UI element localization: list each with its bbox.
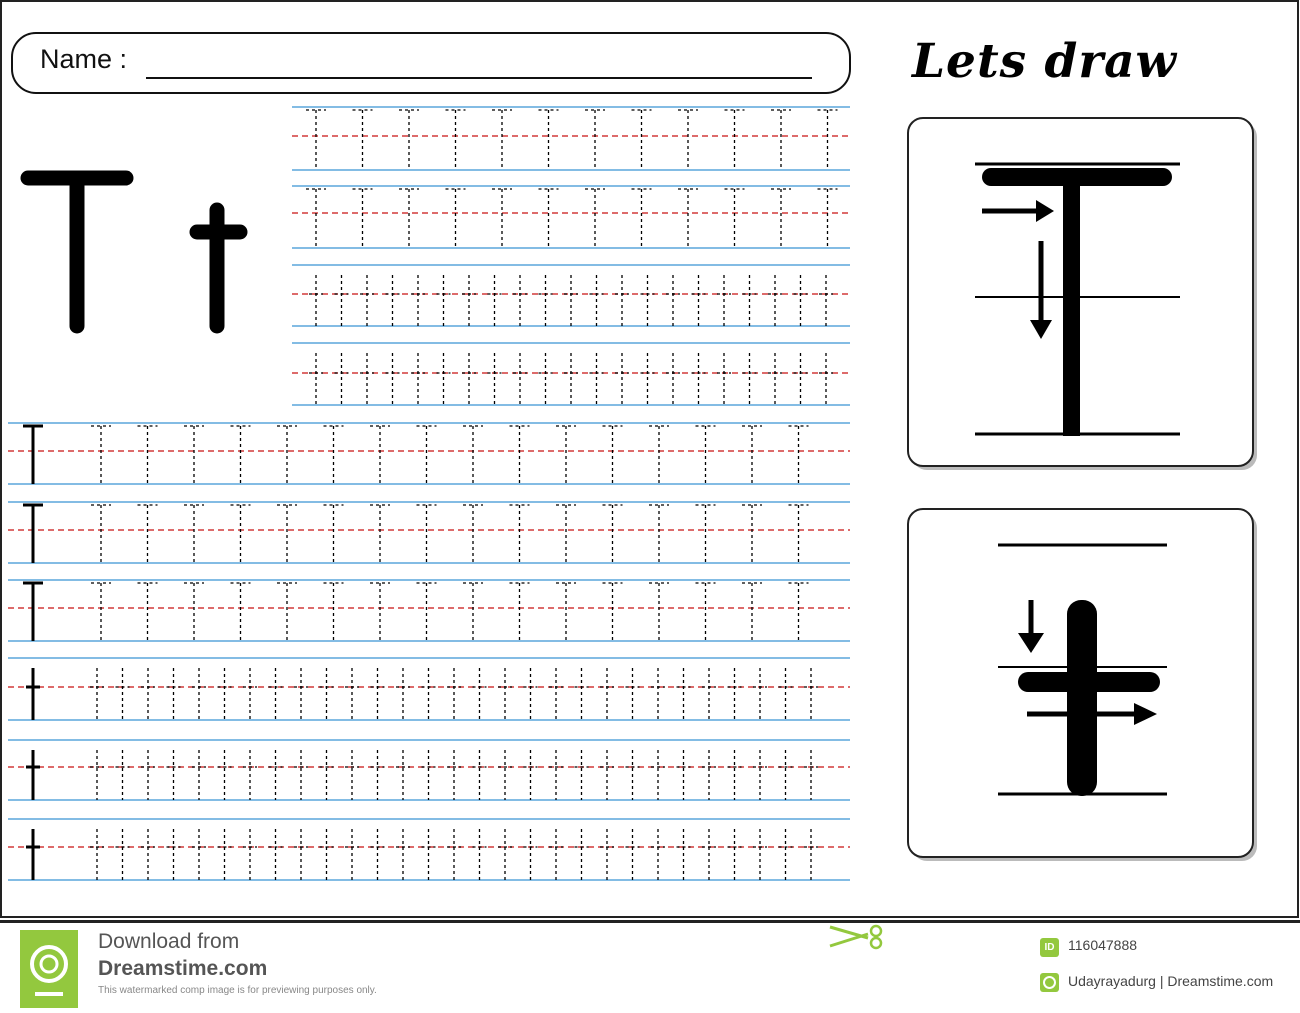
trace-glyph-lower-t bbox=[600, 668, 614, 720]
trace-glyph-lower-t bbox=[192, 829, 206, 880]
trace-glyph-lower-t bbox=[677, 668, 691, 720]
trace-glyph-upper-t bbox=[696, 426, 716, 484]
trace-glyph-lower-t bbox=[549, 668, 563, 720]
trace-glyph-upper-t bbox=[231, 583, 251, 641]
trace-glyph-upper-t bbox=[91, 583, 111, 641]
trace-glyph-upper-t bbox=[370, 583, 390, 641]
trace-glyph-lower-t bbox=[218, 829, 232, 880]
trace-glyph-lower-t bbox=[422, 829, 436, 880]
name-label: Name : bbox=[40, 44, 128, 74]
trace-glyph-upper-t bbox=[818, 189, 838, 248]
trace-glyph-lower-t bbox=[626, 829, 640, 880]
trace-glyph-lower-t bbox=[371, 829, 385, 880]
trace-glyph-lower-t bbox=[167, 750, 181, 800]
trace-glyph-lower-t bbox=[804, 829, 818, 880]
download-from-text: Download from bbox=[98, 930, 240, 953]
trace-glyph-lower-t bbox=[590, 275, 604, 326]
trace-glyph-lower-t bbox=[651, 750, 665, 800]
trace-glyph-lower-t bbox=[702, 668, 716, 720]
trace-glyph-lower-t bbox=[447, 668, 461, 720]
trace-glyph-upper-t bbox=[771, 110, 791, 170]
footer-divider bbox=[0, 920, 1300, 923]
trace-glyph-upper-t bbox=[632, 110, 652, 170]
trace-glyph-lower-t bbox=[488, 353, 502, 405]
trace-glyph-lower-t bbox=[666, 353, 680, 405]
trace-glyph-lower-t bbox=[371, 668, 385, 720]
trace-glyph-lower-t bbox=[626, 668, 640, 720]
trace-glyph-upper-t bbox=[370, 505, 390, 563]
trace-glyph-upper-t bbox=[696, 505, 716, 563]
trace-glyph-upper-t bbox=[556, 505, 576, 563]
trace-glyph-lower-t bbox=[794, 275, 808, 326]
trace-glyph-upper-t bbox=[446, 189, 466, 248]
trace-glyph-lower-t bbox=[692, 353, 706, 405]
trace-glyph-upper-t bbox=[353, 189, 373, 248]
trace-glyph-upper-t bbox=[492, 189, 512, 248]
stroke-order-box-upper bbox=[908, 118, 1257, 470]
trace-glyph-upper-t bbox=[510, 426, 530, 484]
trace-glyph-lower-t bbox=[779, 829, 793, 880]
trace-glyph-lower-t bbox=[692, 275, 706, 326]
trace-glyph-lower-t bbox=[269, 750, 283, 800]
trace-glyph-lower-t bbox=[549, 750, 563, 800]
trace-glyph-upper-t bbox=[399, 189, 419, 248]
trace-glyph-lower-t bbox=[167, 668, 181, 720]
trace-glyph-lower-t bbox=[335, 353, 349, 405]
trace-glyph-lower-t bbox=[90, 829, 104, 880]
trace-glyph-lower-t bbox=[396, 750, 410, 800]
trace-glyph-upper-t bbox=[184, 426, 204, 484]
model-glyph-upper-t bbox=[23, 426, 43, 484]
trace-glyph-upper-t bbox=[585, 189, 605, 248]
trace-glyph-upper-t bbox=[603, 583, 623, 641]
trace-glyph-lower-t bbox=[90, 668, 104, 720]
image-id: 116047888 bbox=[1068, 937, 1138, 953]
trace-glyph-lower-t bbox=[498, 829, 512, 880]
trace-glyph-lower-t bbox=[615, 275, 629, 326]
trace-glyph-lower-t bbox=[728, 750, 742, 800]
trace-glyph-lower-t bbox=[269, 668, 283, 720]
trace-glyph-lower-t bbox=[743, 353, 757, 405]
trace-glyph-lower-t bbox=[524, 829, 538, 880]
model-glyph-upper-t bbox=[23, 583, 43, 641]
trace-glyph-lower-t bbox=[90, 750, 104, 800]
trace-glyph-lower-t bbox=[462, 275, 476, 326]
trace-glyph-upper-t bbox=[789, 583, 809, 641]
trace-glyph-lower-t bbox=[360, 353, 374, 405]
trace-glyph-lower-t bbox=[141, 668, 155, 720]
trace-glyph-lower-t bbox=[768, 353, 782, 405]
trace-glyph-lower-t bbox=[819, 275, 833, 326]
trace-glyph-upper-t bbox=[353, 110, 373, 170]
trace-glyph-lower-t bbox=[539, 275, 553, 326]
trace-glyph-lower-t bbox=[524, 668, 538, 720]
trace-glyph-lower-t bbox=[575, 668, 589, 720]
copyright-icon bbox=[1040, 973, 1059, 992]
trace-glyph-upper-t bbox=[789, 426, 809, 484]
trace-glyph-lower-t bbox=[539, 353, 553, 405]
trace-glyph-lower-t bbox=[717, 353, 731, 405]
trace-glyph-upper-t bbox=[603, 505, 623, 563]
trace-glyph-lower-t bbox=[600, 829, 614, 880]
trace-glyph-lower-t bbox=[309, 353, 323, 405]
trace-glyph-lower-t bbox=[294, 750, 308, 800]
trace-glyph-upper-t bbox=[696, 583, 716, 641]
trace-glyph-lower-t bbox=[677, 829, 691, 880]
trace-glyph-lower-t bbox=[641, 275, 655, 326]
trace-glyph-lower-t bbox=[549, 829, 563, 880]
trace-glyph-lower-t bbox=[218, 750, 232, 800]
trace-glyph-upper-t bbox=[277, 426, 297, 484]
trace-glyph-lower-t bbox=[141, 750, 155, 800]
trace-glyph-lower-t bbox=[371, 750, 385, 800]
trace-glyph-lower-t bbox=[651, 829, 665, 880]
trace-glyph-upper-t bbox=[138, 505, 158, 563]
trace-glyph-upper-t bbox=[771, 189, 791, 248]
trace-glyph-lower-t bbox=[524, 750, 538, 800]
trace-glyph-lower-t bbox=[294, 829, 308, 880]
trace-glyph-lower-t bbox=[753, 829, 767, 880]
trace-glyph-lower-t bbox=[243, 668, 257, 720]
trace-glyph-lower-t bbox=[779, 668, 793, 720]
trace-glyph-upper-t bbox=[742, 505, 762, 563]
trace-glyph-upper-t bbox=[184, 505, 204, 563]
trace-glyph-upper-t bbox=[370, 426, 390, 484]
trace-glyph-upper-t bbox=[649, 426, 669, 484]
trace-glyph-lower-t bbox=[116, 750, 130, 800]
trace-glyph-upper-t bbox=[231, 505, 251, 563]
trace-glyph-upper-t bbox=[184, 583, 204, 641]
trace-glyph-lower-t bbox=[498, 750, 512, 800]
trace-glyph-upper-t bbox=[789, 505, 809, 563]
trace-glyph-lower-t bbox=[575, 829, 589, 880]
trace-glyph-lower-t bbox=[437, 353, 451, 405]
trace-glyph-lower-t bbox=[728, 668, 742, 720]
trace-glyph-upper-t bbox=[324, 505, 344, 563]
trace-glyph-lower-t bbox=[345, 829, 359, 880]
trace-glyph-upper-t bbox=[492, 110, 512, 170]
trace-glyph-lower-t bbox=[141, 829, 155, 880]
trace-glyph-upper-t bbox=[725, 189, 745, 248]
trace-glyph-lower-t bbox=[626, 750, 640, 800]
trace-glyph-lower-t bbox=[447, 750, 461, 800]
trace-glyph-upper-t bbox=[742, 583, 762, 641]
trace-glyph-lower-t bbox=[396, 668, 410, 720]
watermark-note: This watermarked comp image is for previewing purposes only. bbox=[98, 985, 377, 996]
model-glyph-lower-t bbox=[26, 829, 40, 880]
trace-glyph-upper-t bbox=[138, 583, 158, 641]
trace-glyph-upper-t bbox=[742, 426, 762, 484]
trace-glyph-upper-t bbox=[91, 505, 111, 563]
trace-glyph-lower-t bbox=[269, 829, 283, 880]
trace-glyph-upper-t bbox=[585, 110, 605, 170]
trace-glyph-lower-t bbox=[702, 829, 716, 880]
trace-glyph-upper-t bbox=[324, 583, 344, 641]
stroke-order-box-lower bbox=[908, 509, 1257, 861]
trace-glyph-lower-t bbox=[116, 668, 130, 720]
scissors-icon bbox=[828, 924, 888, 950]
trace-glyph-lower-t bbox=[819, 353, 833, 405]
trace-glyph-upper-t bbox=[306, 189, 326, 248]
model-glyph-upper-t bbox=[23, 505, 43, 563]
trace-glyph-lower-t bbox=[309, 275, 323, 326]
trace-glyph-lower-t bbox=[473, 750, 487, 800]
trace-glyph-upper-t bbox=[463, 426, 483, 484]
trace-glyph-upper-t bbox=[725, 110, 745, 170]
trace-glyph-upper-t bbox=[417, 426, 437, 484]
trace-glyph-lower-t bbox=[116, 829, 130, 880]
trace-glyph-lower-t bbox=[794, 353, 808, 405]
trace-glyph-lower-t bbox=[666, 275, 680, 326]
trace-glyph-upper-t bbox=[463, 583, 483, 641]
id-badge: ID bbox=[1040, 938, 1059, 957]
trace-glyph-lower-t bbox=[411, 353, 425, 405]
trace-glyph-lower-t bbox=[564, 275, 578, 326]
trace-glyph-lower-t bbox=[243, 750, 257, 800]
tracing-rows bbox=[8, 107, 850, 880]
trace-glyph-lower-t bbox=[386, 275, 400, 326]
trace-glyph-lower-t bbox=[600, 750, 614, 800]
model-letter-upper-t bbox=[28, 178, 126, 326]
trace-glyph-lower-t bbox=[386, 353, 400, 405]
trace-glyph-lower-t bbox=[437, 275, 451, 326]
trace-glyph-lower-t bbox=[473, 829, 487, 880]
trace-glyph-lower-t bbox=[677, 750, 691, 800]
trace-glyph-lower-t bbox=[488, 275, 502, 326]
trace-glyph-lower-t bbox=[192, 750, 206, 800]
trace-glyph-lower-t bbox=[422, 750, 436, 800]
trace-glyph-upper-t bbox=[277, 505, 297, 563]
trace-glyph-upper-t bbox=[818, 110, 838, 170]
image-credit[interactable]: Udayrayadurg | Dreamstime.com bbox=[1068, 973, 1274, 989]
dreamstime-logo-icon bbox=[20, 930, 78, 1008]
trace-glyph-upper-t bbox=[556, 426, 576, 484]
trace-glyph-lower-t bbox=[320, 829, 334, 880]
trace-glyph-lower-t bbox=[753, 668, 767, 720]
trace-glyph-lower-t bbox=[335, 275, 349, 326]
trace-glyph-upper-t bbox=[510, 583, 530, 641]
trace-glyph-lower-t bbox=[779, 750, 793, 800]
trace-glyph-lower-t bbox=[753, 750, 767, 800]
trace-glyph-lower-t bbox=[473, 668, 487, 720]
trace-glyph-upper-t bbox=[463, 505, 483, 563]
trace-glyph-upper-t bbox=[417, 583, 437, 641]
trace-glyph-upper-t bbox=[539, 189, 559, 248]
trace-glyph-lower-t bbox=[498, 668, 512, 720]
trace-glyph-lower-t bbox=[513, 275, 527, 326]
trace-glyph-lower-t bbox=[447, 829, 461, 880]
trace-glyph-lower-t bbox=[615, 353, 629, 405]
trace-glyph-lower-t bbox=[743, 275, 757, 326]
trace-glyph-lower-t bbox=[641, 353, 655, 405]
trace-glyph-upper-t bbox=[556, 583, 576, 641]
trace-glyph-lower-t bbox=[345, 668, 359, 720]
trace-glyph-lower-t bbox=[590, 353, 604, 405]
trace-glyph-upper-t bbox=[632, 189, 652, 248]
trace-glyph-lower-t bbox=[192, 668, 206, 720]
trace-glyph-upper-t bbox=[603, 426, 623, 484]
trace-glyph-lower-t bbox=[768, 275, 782, 326]
trace-glyph-lower-t bbox=[345, 750, 359, 800]
name-box[interactable] bbox=[12, 33, 850, 93]
model-glyph-lower-t bbox=[26, 750, 40, 800]
trace-glyph-upper-t bbox=[417, 505, 437, 563]
trace-glyph-lower-t bbox=[360, 275, 374, 326]
trace-glyph-upper-t bbox=[510, 505, 530, 563]
trace-glyph-lower-t bbox=[804, 750, 818, 800]
trace-glyph-upper-t bbox=[324, 426, 344, 484]
trace-glyph-upper-t bbox=[446, 110, 466, 170]
watermark-footer bbox=[0, 920, 1300, 1010]
trace-glyph-lower-t bbox=[728, 829, 742, 880]
trace-glyph-lower-t bbox=[702, 750, 716, 800]
trace-glyph-upper-t bbox=[649, 505, 669, 563]
trace-glyph-lower-t bbox=[462, 353, 476, 405]
trace-glyph-upper-t bbox=[539, 110, 559, 170]
trace-glyph-lower-t bbox=[513, 353, 527, 405]
trace-glyph-lower-t bbox=[218, 668, 232, 720]
trace-glyph-upper-t bbox=[91, 426, 111, 484]
trace-glyph-upper-t bbox=[678, 189, 698, 248]
trace-glyph-lower-t bbox=[243, 829, 257, 880]
model-glyph-lower-t bbox=[26, 668, 40, 720]
trace-glyph-lower-t bbox=[575, 750, 589, 800]
trace-glyph-upper-t bbox=[231, 426, 251, 484]
trace-glyph-upper-t bbox=[649, 583, 669, 641]
trace-glyph-lower-t bbox=[396, 829, 410, 880]
trace-glyph-lower-t bbox=[564, 353, 578, 405]
trace-glyph-lower-t bbox=[294, 668, 308, 720]
trace-glyph-upper-t bbox=[277, 583, 297, 641]
trace-glyph-lower-t bbox=[804, 668, 818, 720]
trace-glyph-upper-t bbox=[138, 426, 158, 484]
trace-glyph-lower-t bbox=[651, 668, 665, 720]
trace-glyph-lower-t bbox=[167, 829, 181, 880]
trace-glyph-lower-t bbox=[422, 668, 436, 720]
trace-glyph-lower-t bbox=[411, 275, 425, 326]
brand-text[interactable]: Dreamstime.com bbox=[98, 957, 268, 980]
trace-glyph-upper-t bbox=[399, 110, 419, 170]
trace-glyph-lower-t bbox=[320, 668, 334, 720]
trace-glyph-lower-t bbox=[717, 275, 731, 326]
trace-glyph-lower-t bbox=[320, 750, 334, 800]
model-letter-lower-t bbox=[197, 210, 240, 326]
trace-glyph-upper-t bbox=[306, 110, 326, 170]
trace-glyph-upper-t bbox=[678, 110, 698, 170]
lets-draw-heading: Lets draw bbox=[912, 34, 1178, 89]
